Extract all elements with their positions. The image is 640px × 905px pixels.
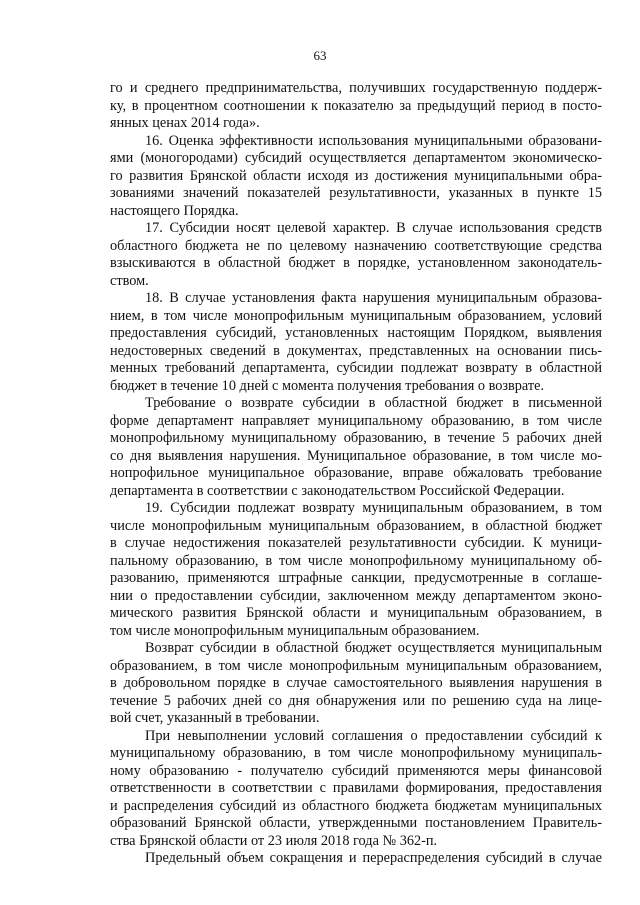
text-line: форме департамент направляет муниципальному образованию, в том числе bbox=[110, 412, 602, 429]
text-line: том числе монопрофильным муниципальным образованием. bbox=[110, 622, 480, 639]
text-line: областного бюджета не по целевому назначению соответствующие средства bbox=[110, 237, 602, 254]
text-line: ку, в процентном соотношении к показателю за предыдущий период в посто- bbox=[110, 97, 602, 114]
text-line: числе монопрофильным муниципальным образованием, в областной бюджет bbox=[110, 517, 602, 534]
text-line: ями (моногородами) субсидий осуществляется департаментом экономическо- bbox=[110, 150, 602, 166]
text-line: нии о предоставлении субсидии, заключенном между департаментом эконо- bbox=[110, 587, 602, 604]
text-line: го развития Брянской области исходя из достижения муниципальными обра- bbox=[110, 167, 602, 184]
paragraph-16 bbox=[110, 133, 602, 221]
paragraph-refund bbox=[110, 640, 602, 728]
text-line: ответственности в соответствии с правилами формирования, предоставления bbox=[110, 780, 602, 796]
paragraph-requirement bbox=[110, 395, 602, 500]
paragraph-19 bbox=[110, 500, 602, 640]
text-line: менных требований департамента, субсидии подлежат возврату в областной bbox=[110, 360, 602, 376]
text-line: Требование о возврате субсидии в областной бюджет в письменной bbox=[145, 395, 602, 411]
text-line: зованиями значений показателей результативности, указанных в пункте 15 bbox=[110, 185, 602, 201]
page-number: 63 bbox=[313, 48, 327, 63]
text-line: департамента в соответствии с законодательством Российской Федерации. bbox=[110, 482, 565, 499]
text-line: бюджет в течение 10 дней с момента получения требования о возврате. bbox=[110, 377, 545, 394]
text-line: образованием, в том числе монопрофильным муниципальным образованием, bbox=[110, 657, 602, 674]
text-line: предоставления субсидий, установленных настоящим Порядком, выявления bbox=[110, 325, 602, 341]
text-line: муниципальному образованию, в том числе монопрофильному муниципаль- bbox=[110, 745, 602, 761]
paragraph-limit bbox=[110, 850, 602, 868]
text-line: со дня выявления нарушения. Муниципальное образование, в том числе мо- bbox=[110, 447, 602, 464]
text-line: образований Брянской области, утвержденными постановлением Правитель- bbox=[110, 815, 602, 831]
text-line: взыскиваются в областной бюджет в порядке, установленном законодатель- bbox=[110, 255, 602, 271]
text-line: го и среднего предпринимательства, получивших государственную поддерж- bbox=[110, 80, 602, 96]
text-line: мического развития Брянской области и муниципальным образованием, в bbox=[110, 605, 602, 621]
text-line: настоящего Порядка. bbox=[110, 202, 239, 219]
text-line: и распределения субсидий из областного бюджета бюджетам муниципальных bbox=[110, 797, 602, 814]
paragraph-nonfulfillment bbox=[110, 728, 602, 851]
text-line: разованию, применяются штрафные санкции, предусмотренные в соглаше- bbox=[110, 570, 602, 586]
text-line: При невыполнении условий соглашения о предоставлении субсидий к bbox=[145, 727, 602, 744]
paragraph-18 bbox=[110, 290, 602, 395]
text-line: монопрофильному муниципальному образованию, в течение 5 рабочих дней bbox=[110, 430, 602, 446]
paragraph bbox=[110, 80, 602, 133]
text-line: ством. bbox=[110, 272, 149, 289]
text-line: в добровольном порядке в случае самостоятельного выявления нарушения в bbox=[110, 675, 602, 691]
paragraph-17 bbox=[110, 220, 602, 290]
text-line: Возврат субсидии в областной бюджет осуществляется муниципальным bbox=[145, 640, 602, 656]
text-line: течение 5 рабочих дней со дня обнаружения или по решению суда на лице- bbox=[110, 692, 602, 709]
text-line: Предельный объем сокращения и перераспределения субсидий в случае bbox=[145, 850, 602, 866]
text-line: ному образованию - получателю субсидий применяются меры финансовой bbox=[110, 762, 602, 779]
text-line: 16. Оценка эффективности использования муниципальными образовани- bbox=[145, 132, 602, 149]
text-line: нопрофильное муниципальное образование, вправе обжаловать требование bbox=[110, 465, 602, 481]
text-line: 17. Субсидии носят целевой характер. В случае использования средств bbox=[145, 220, 602, 236]
text-line: недостоверных сведений в документах, представленных на основании пись- bbox=[110, 342, 602, 359]
text-line: ства Брянской области от 23 июля 2018 года № 362-п. bbox=[110, 832, 438, 849]
text-line: 19. Субсидии подлежат возврату муниципальным образованием, в том bbox=[145, 500, 602, 516]
text-line: янных ценах 2014 года». bbox=[110, 115, 260, 131]
text-line: нием, в том числе монопрофильным муниципальным образованием, условий bbox=[110, 307, 602, 324]
text-line: в случае недостижения показателей результативности субсидии. К муници- bbox=[110, 535, 602, 551]
text-line: 18. В случае установления факта нарушения муниципальным образова- bbox=[145, 290, 602, 306]
text-line: пальному образованию, в том числе монопрофильному муниципальному об- bbox=[110, 552, 602, 569]
document-body bbox=[110, 80, 602, 868]
text-line: вой счет, указанный в требовании. bbox=[110, 710, 320, 726]
